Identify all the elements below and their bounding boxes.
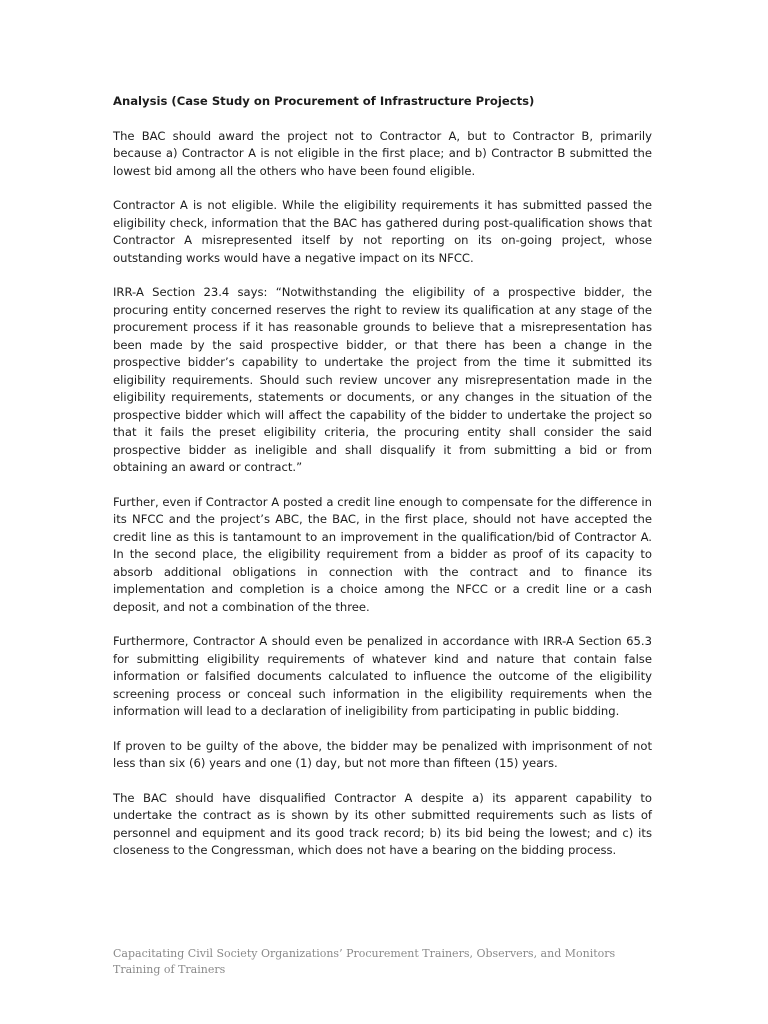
paragraph-irr-section-23-4: IRR-A Section 23.4 says: “Notwithstanding the eligibility of a prospective bidder, the procuring entity concerned reserves the right to review its qualification at any stage of the procurement process if it has reasonable grounds to believe that a misrepresentation has been made by the said prospective bidder, or that there has been a change in the prospective bidder’s capability to undertake the project from the time it submitted its eligibility requirements. Should such review uncover any misrepresentation made in the eligibility requirements, statements or documents, or any changes in the situation of the prospective bidder which will affect the capability of the bidder to undertake the project so that it fails the preset eligibility criteria, the procuring entity shall consider the said prospective bidder as ineligible and shall disqualify it from submitting a bid or from obtaining an award or contract.” — [113, 285, 652, 474]
paragraph-credit-line: Further, even if Contractor A posted a credit line enough to compensate for the difference in its NFCC and the project’s ABC, the BAC, in the first place, should not have accepted the credit line as this is tantamount to an improvement in the qualification/bid of Contractor A. In the second place, the eligibility requirement from a bidder as proof of its capacity to absorb additional obligations in connection with the contract and to finance its implementation and completion is a choice among the NFCC or a credit line or a cash deposit, and not a combination of the three. — [113, 494, 652, 614]
paragraph-disqualification: The BAC should have disqualified Contractor A despite a) its apparent capability to undertake the contract as is shown by its other submitted requirements such as lists of personnel and equipment and its good track record; b) its bid being the lowest; and c) its closeness to the Congressman, which does not have a bearing on the bidding process. — [113, 790, 652, 857]
paragraph-irr-section-65-3: Furthermore, Contractor A should even be penalized in accordance with IRR-A Section 65.3 for submitting eligibility requirements of whatever kind and nature that contain false information or falsified documents calculated to influence the outcome of the eligibility screening process or conceal such information in the eligibility requirements when the information will lead to a declaration of ineligibility from participating in public bidding. — [113, 634, 652, 718]
document-body — [113, 93, 652, 877]
page-title: Analysis (Case Study on Procurement of Infrastructure Projects) — [113, 94, 535, 108]
paragraph-award-recommendation: The BAC should award the project not to Contractor A, but to Contractor B, primarily because a) Contractor A is not eligible in the first place; and b) Contractor B submitted the lowest bid among all the others who have been found eligible. — [113, 128, 652, 178]
footer-program-title: Capacitating Civil Society Organizations’ Procurement Trainers, Observers, and Monitors — [113, 947, 616, 960]
paragraph-penalty: If proven to be guilty of the above, the bidder may be penalized with imprisonment of not less than six (6) years and one (1) day, but not more than fifteen (15) years. — [113, 738, 652, 770]
paragraph-contractor-a-ineligible: Contractor A is not eligible. While the eligibility requirements it has submitted passed the eligibility check, information that the BAC has gathered during post-qualification shows that Contractor A misrepresented itself by not reporting on its on-going project, whose outstanding works would have a negative impact on its NFCC. — [113, 198, 652, 265]
page-footer — [113, 946, 615, 978]
footer-subtitle: Training of Trainers — [113, 963, 226, 976]
